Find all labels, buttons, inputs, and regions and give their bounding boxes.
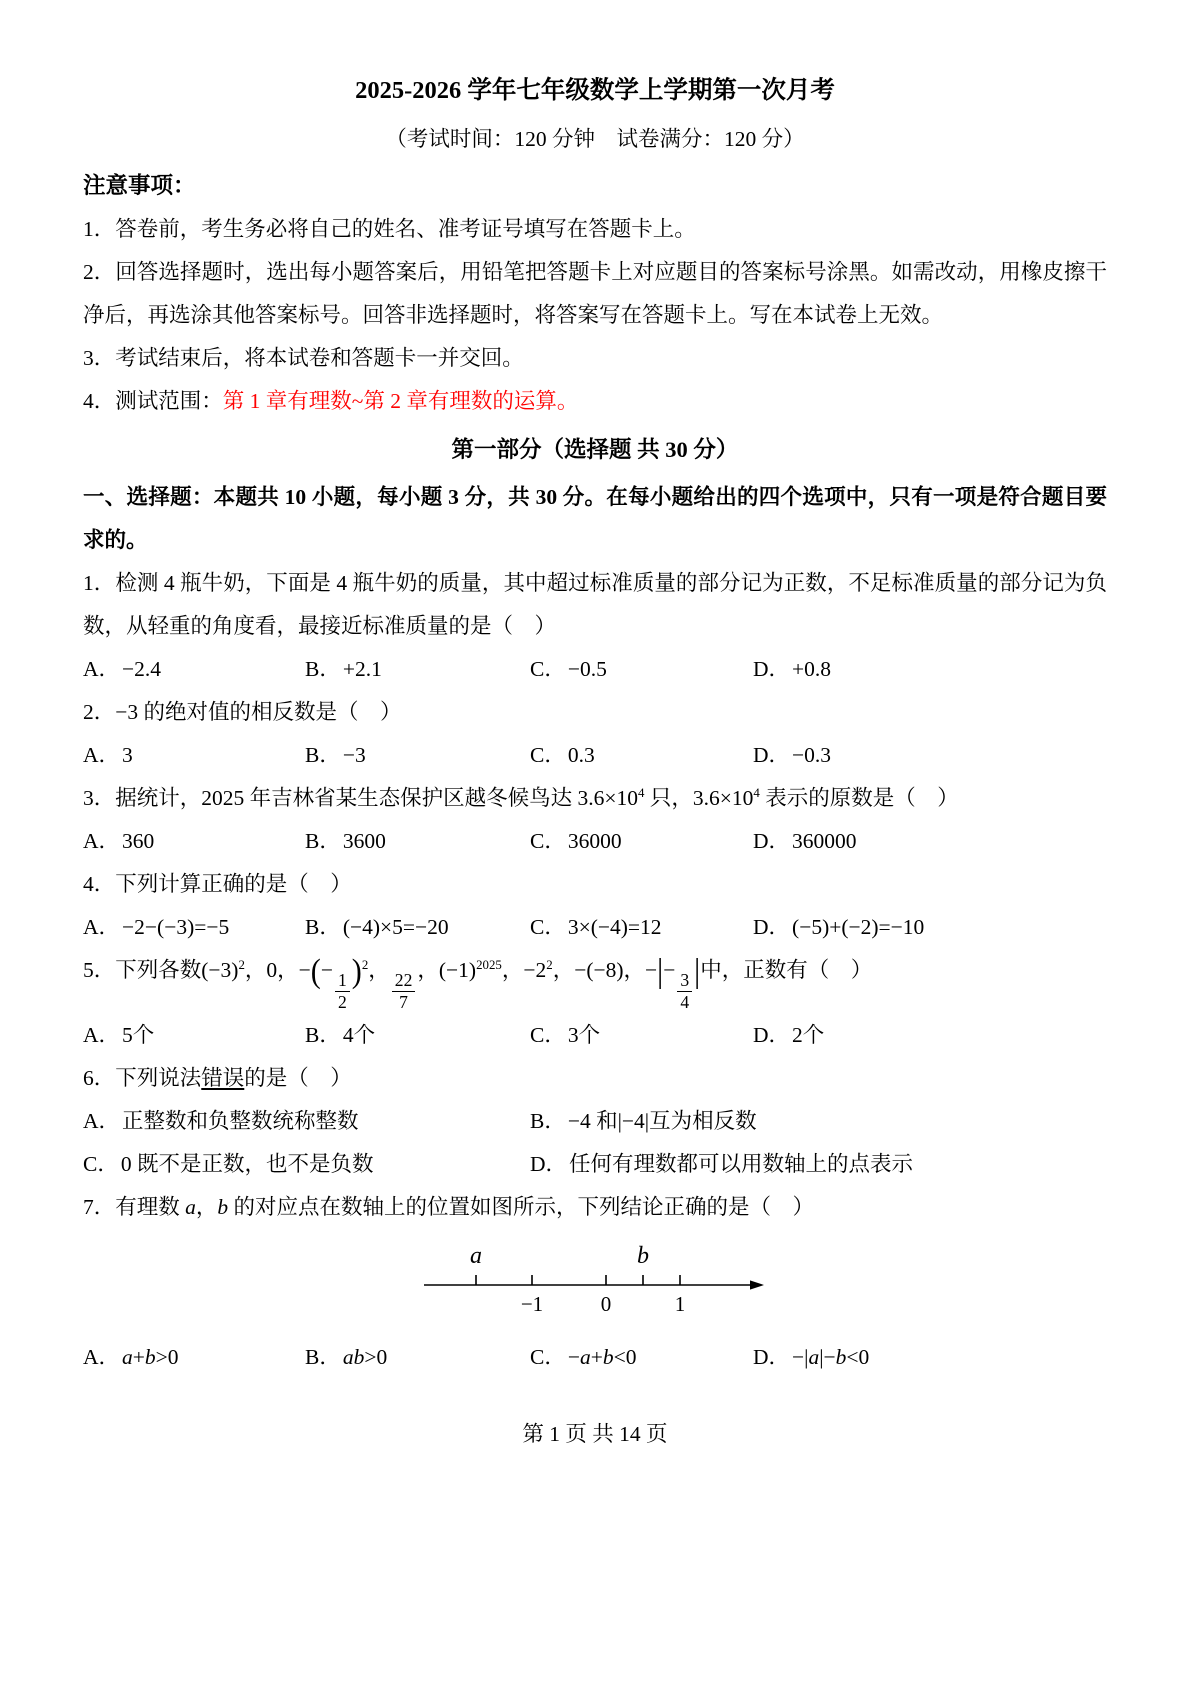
option-text: 2个 xyxy=(792,1022,825,1047)
notice-item-1: 1．答卷前，考生务必将自己的姓名、准考证号填写在答题卡上。 xyxy=(83,216,696,241)
question-6-stem: 6．下列说法错误的是（ ） xyxy=(83,1065,352,1090)
question-2-stem: 2．−3 的绝对值的相反数是（ ） xyxy=(83,699,402,724)
question-7 xyxy=(83,1186,1107,1379)
option-label: A． xyxy=(83,1344,121,1369)
part-heading: 第一部分（选择题 共 30 分） xyxy=(451,436,739,462)
question-7-stem: 7．有理数 a，b 的对应点在数轴上的位置如图所示，下列结论正确的是（ ） xyxy=(83,1194,815,1219)
option-label: D． xyxy=(753,742,791,767)
question-2-options xyxy=(83,734,1107,777)
option-text: 3 xyxy=(122,742,133,767)
question-6-option-d xyxy=(530,1143,1107,1186)
option-text: 3600 xyxy=(342,828,386,853)
option-label: A． xyxy=(83,914,121,939)
question-3-options xyxy=(83,820,1107,863)
option-text: 5个 xyxy=(122,1022,155,1047)
question-3 xyxy=(83,777,1107,863)
question-6-option-a xyxy=(83,1100,530,1143)
question-3-option-a xyxy=(83,820,305,863)
question-3-option-d xyxy=(753,820,1107,863)
option-text: a+b>0 xyxy=(122,1344,179,1369)
option-label: C． xyxy=(530,742,566,767)
option-label: D． xyxy=(753,656,791,681)
question-2-option-b xyxy=(305,734,530,777)
option-label: A． xyxy=(83,1022,121,1047)
option-label: D． xyxy=(753,1344,791,1369)
option-text: 36000 xyxy=(567,828,622,853)
question-2-option-a xyxy=(83,734,305,777)
numberline-figure xyxy=(83,1237,1107,1334)
tick-one-label: 1 xyxy=(674,1291,686,1316)
option-text: −|a|−b<0 xyxy=(792,1344,870,1369)
option-text: −3 xyxy=(342,742,366,767)
option-text: −0.3 xyxy=(792,742,832,767)
option-text: 4个 xyxy=(342,1022,376,1047)
scope-text: 第 1 章有理数~第 2 章有理数的运算。 xyxy=(222,388,579,413)
option-text: +0.8 xyxy=(792,656,832,681)
question-1-option-b xyxy=(305,648,530,691)
question-4-option-c xyxy=(530,906,753,949)
notice-item-3: 3．考试结束后，将本试卷和答题卡一并交回。 xyxy=(83,345,524,370)
option-label: B． xyxy=(305,1022,341,1047)
question-3-stem: 3．据统计，2025 年吉林省某生态保护区越冬候鸟达 $3.6\times 10^4$ 只，$3.6\times 10^4$ 表示的原数是（ ） xyxy=(83,785,959,810)
option-label: A． xyxy=(83,656,121,681)
option-text: 正整数和负整数统称整数 xyxy=(122,1108,359,1133)
point-b-label: b xyxy=(637,1242,649,1269)
option-label: B． xyxy=(305,914,341,939)
question-1-options xyxy=(83,648,1107,691)
question-1-option-c xyxy=(530,648,753,691)
exam-title: 2025-2026 学年七年级数学上学期第一次月考 xyxy=(355,77,835,104)
question-5 xyxy=(83,949,1107,1057)
notice-item-4 xyxy=(83,380,1107,423)
option-text: −2−(−3)=−5 xyxy=(122,914,230,939)
option-label: A． xyxy=(83,742,121,767)
option-label: A． xyxy=(83,1108,121,1133)
exam-subtitle: （考试时间：120 分钟 试卷满分：120 分） xyxy=(385,126,805,151)
question-1-option-a xyxy=(83,648,305,691)
option-label: C． xyxy=(530,656,566,681)
question-5-stem: 5．下列各数$(-3)^2$，0，−(− $\frac{1}{2}$ )$^2$， $\frac{22}{7}$ ，$(-1)^{2025}$，$-2^2$，−(−8)，−|− $\frac{3}{4}$ |中，正数有（ ） xyxy=(83,951,873,1013)
option-label: D． xyxy=(530,1151,568,1176)
option-label: B． xyxy=(305,1344,341,1369)
axis-arrowhead xyxy=(750,1280,764,1289)
question-2-option-d xyxy=(753,734,1107,777)
question-2 xyxy=(83,691,1107,777)
option-label: C． xyxy=(83,1151,119,1176)
question-3-option-c xyxy=(530,820,753,863)
question-6-option-b xyxy=(530,1100,1107,1143)
question-7-option-c xyxy=(530,1336,753,1379)
option-text: +2.1 xyxy=(342,656,382,681)
tick-zero-label: 0 xyxy=(600,1291,612,1316)
question-5-option-a xyxy=(83,1014,305,1057)
option-label: B． xyxy=(530,1108,566,1133)
question-2-option-c xyxy=(530,734,753,777)
option-text: 360000 xyxy=(792,828,857,853)
question-3-option-b xyxy=(305,820,530,863)
option-label: B． xyxy=(305,828,341,853)
option-text: 3×(−4)=12 xyxy=(567,914,662,939)
question-5-option-b xyxy=(305,1014,530,1057)
question-6 xyxy=(83,1057,1107,1186)
option-text: 0.3 xyxy=(567,742,595,767)
option-label: C． xyxy=(530,828,566,853)
page-footer: 第 1 页 共 14 页 xyxy=(522,1421,668,1446)
question-5-options xyxy=(83,1014,1107,1057)
option-label: B． xyxy=(305,656,341,681)
question-4-option-d xyxy=(753,906,1107,949)
option-label: D． xyxy=(753,828,791,853)
option-text: 任何有理数都可以用数轴上的点表示 xyxy=(569,1151,914,1176)
question-4-option-b xyxy=(305,906,530,949)
question-1-stem: 1．检测 4 瓶牛奶，下面是 4 瓶牛奶的质量，其中超过标准质量的部分记为正数，不足标准质量的部分记为负数，从轻重的角度看，最接近标准质量的是（ ） xyxy=(83,570,1107,638)
question-1 xyxy=(83,562,1107,691)
question-5-option-c xyxy=(530,1014,753,1057)
tick-neg1-label: −1 xyxy=(520,1291,544,1316)
question-4-stem: 4．下列计算正确的是（ ） xyxy=(83,871,352,896)
question-4 xyxy=(83,863,1107,949)
notices-section xyxy=(83,163,1107,423)
option-text: 360 xyxy=(122,828,155,853)
option-text: (−5)+(−2)=−10 xyxy=(792,914,925,939)
section-intro: 一、选择题：本题共 10 小题，每小题 3 分，共 30 分。在每小题给出的四个选项中，只有一项是符合题目要求的。 xyxy=(83,484,1107,552)
option-text: 0 既不是正数，也不是负数 xyxy=(120,1151,374,1176)
question-7-options xyxy=(83,1336,1107,1379)
option-text: 3个 xyxy=(567,1022,601,1047)
option-label: D． xyxy=(753,1022,791,1047)
option-text: (−4)×5=−20 xyxy=(342,914,449,939)
question-7-option-a xyxy=(83,1336,305,1379)
question-7-option-d xyxy=(753,1336,1107,1379)
option-label: D． xyxy=(753,914,791,939)
question-4-option-a xyxy=(83,906,305,949)
numberline-svg xyxy=(420,1237,770,1319)
point-a-label: a xyxy=(470,1242,482,1269)
option-label: C． xyxy=(530,1022,566,1047)
question-6-options xyxy=(83,1100,1107,1186)
notice-item-2: 2．回答选择题时，选出每小题答案后，用铅笔把答题卡上对应题目的答案标号涂黑。如需改动，用橡皮擦干净后，再选涂其他答案标号。回答非选择题时，将答案写在答题卡上。写在本试卷上无效。 xyxy=(83,259,1107,327)
option-label: C． xyxy=(530,914,566,939)
question-7-option-b xyxy=(305,1336,530,1379)
option-text: −2.4 xyxy=(122,656,162,681)
option-text: −0.5 xyxy=(567,656,607,681)
scope-prefix: 4．测试范围： xyxy=(83,388,223,413)
option-label: A． xyxy=(83,828,121,853)
option-label: C． xyxy=(530,1344,566,1369)
notices-heading: 注意事项： xyxy=(83,172,196,198)
option-text: −a+b<0 xyxy=(567,1344,637,1369)
question-5-option-d xyxy=(753,1014,1107,1057)
question-4-options xyxy=(83,906,1107,949)
option-label: B． xyxy=(305,742,341,767)
option-text: −4 和|−4|互为相反数 xyxy=(567,1108,757,1133)
question-1-option-d xyxy=(753,648,1107,691)
question-6-option-c xyxy=(83,1143,530,1186)
option-text: ab>0 xyxy=(342,1344,388,1369)
